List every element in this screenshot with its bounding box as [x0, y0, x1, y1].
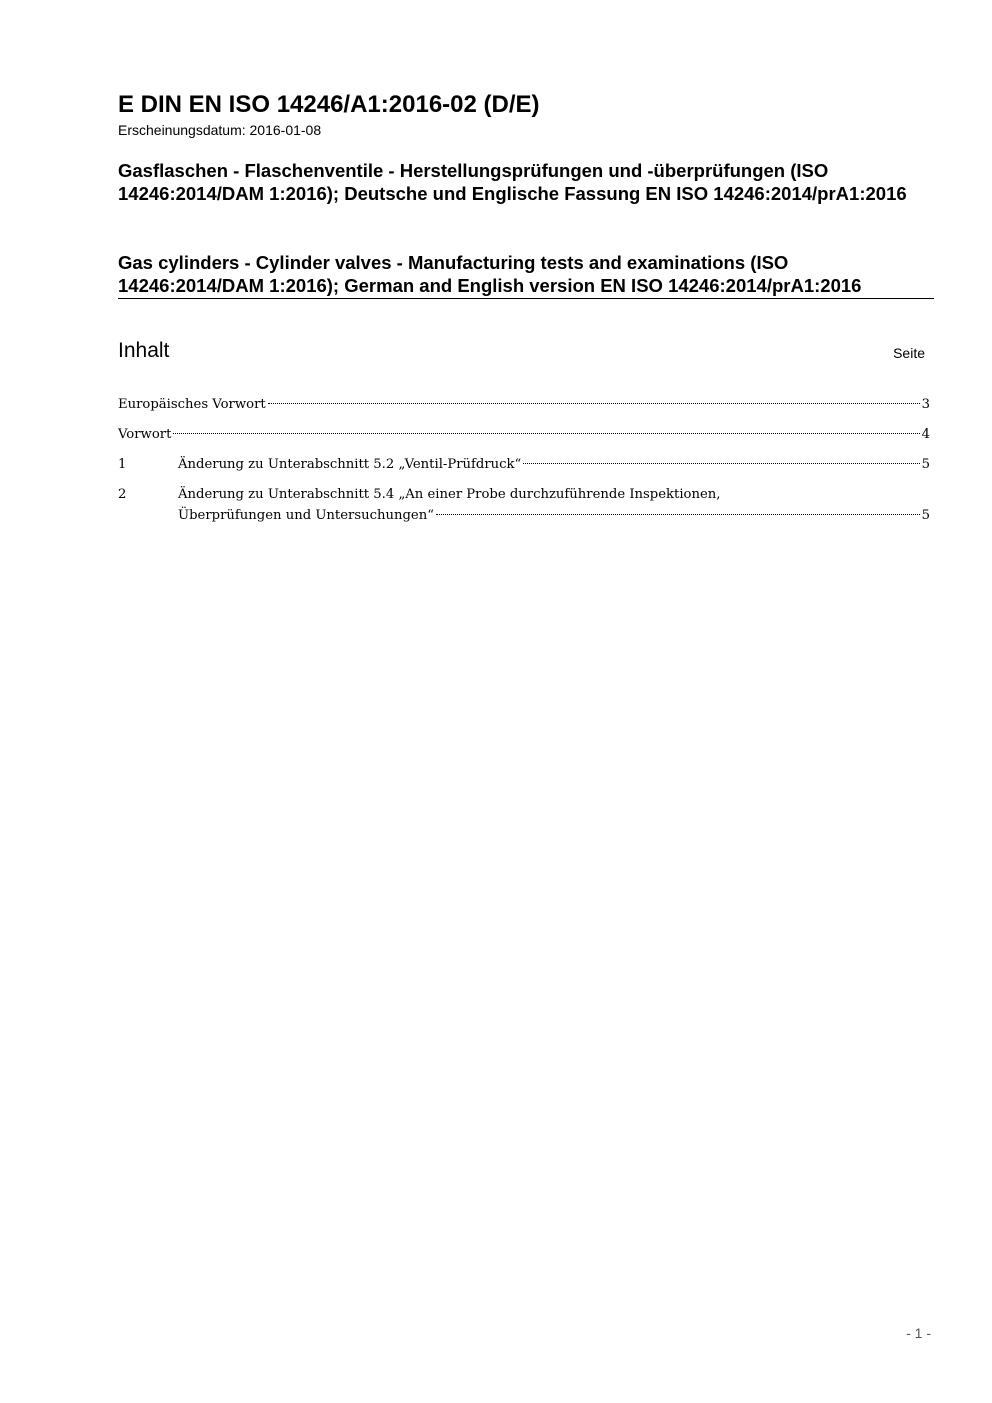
toc-dot-leader: [268, 403, 920, 404]
toc-entry-text-line-1: Änderung zu Unterabschnitt 5.4 „An einer Probe durchzuführende Inspektionen,: [178, 487, 721, 502]
title-english: Gas cylinders - Cylinder valves - Manufacturing tests and examinations (ISO 14246:2014/DAM 1:2016); German and English version EN ISO 14246:2014/prA1:2016: [118, 252, 862, 296]
toc-entry-text: Änderung zu Unterabschnitt 5.2 „Ventil-Prüfdruck“: [178, 457, 522, 472]
toc-entry-number: 1: [118, 457, 127, 472]
toc-entry-european-foreword[interactable]: [118, 394, 930, 415]
toc-entry-section-1[interactable]: [118, 454, 930, 475]
toc-entry-text: Europäisches Vorwort: [118, 397, 266, 412]
table-of-contents: [118, 394, 930, 526]
toc-dot-leader: [173, 433, 919, 434]
toc-entry-page: 5: [921, 457, 930, 472]
toc-dot-leader: [523, 463, 919, 464]
toc-entry-section-2[interactable]: [118, 484, 930, 526]
toc-entry-text-line-2: Überprüfungen und Untersuchungen“: [178, 508, 434, 523]
toc-entry-page: 3: [921, 397, 930, 412]
toc-entry-text: Vorwort: [118, 427, 172, 442]
issue-date: Erscheinungsdatum: 2016-01-08: [118, 122, 322, 138]
document-id: E DIN EN ISO 14246/A1:2016-02 (D/E): [118, 91, 540, 118]
toc-entry-number: 2: [118, 487, 127, 502]
toc-entry-foreword[interactable]: [118, 424, 930, 445]
page-number: - 1 -: [906, 1325, 931, 1341]
toc-entry-page: 5: [921, 508, 930, 523]
toc-page-column-label: Seite: [893, 345, 925, 361]
title-divider: [118, 298, 934, 299]
toc-dot-leader: [436, 514, 920, 515]
title-german: Gasflaschen - Flaschenventile - Herstellungsprüfungen und -überprüfungen (ISO 14246:2014/DAM 1:2016); Deutsche und Englische Fassung EN ISO 14246:2014/prA1:2016: [118, 160, 907, 204]
toc-heading: Inhalt: [118, 339, 170, 362]
toc-entry-page: 4: [921, 427, 930, 442]
